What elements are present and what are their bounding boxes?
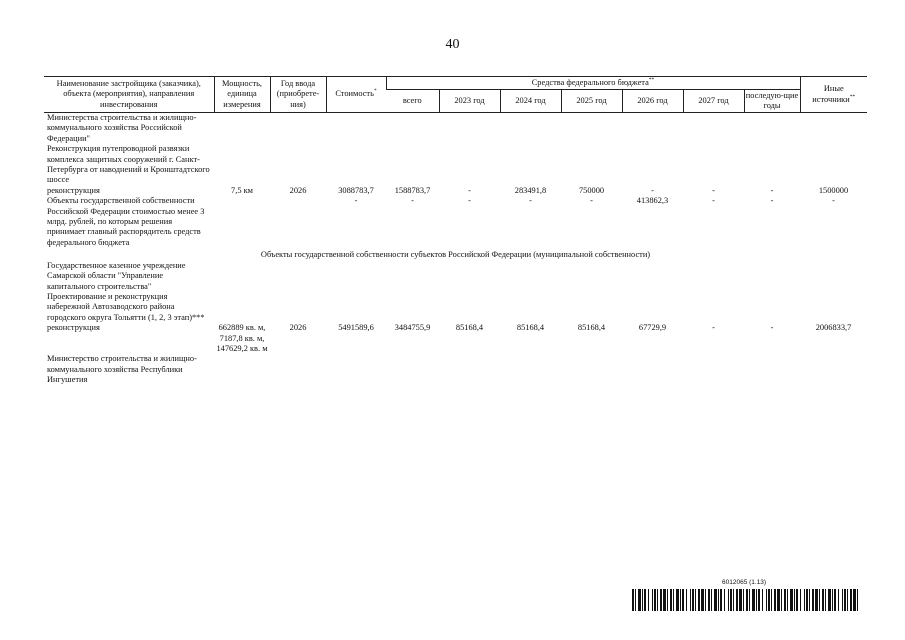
footnote-mark: * <box>373 88 377 95</box>
cell-2025: - <box>590 196 593 206</box>
cell-other: - <box>832 196 835 206</box>
header-2026: 2026 год <box>622 90 683 113</box>
cell-capacity: 7,5 км <box>231 185 253 195</box>
header-total: всего <box>386 90 439 113</box>
cell-capacity: 662889 кв. м, 7187,8 кв. м, 147629,2 кв. м <box>216 323 268 353</box>
cell-total: - <box>411 196 414 206</box>
header-federal-budget <box>386 77 800 90</box>
row-name: Государственное казенное учреждение Самарской области "Управление капитального строительства" <box>47 260 186 291</box>
header-name: Наименование застройщика (заказчика), объекта (мероприятия), направления инвестирования <box>44 77 214 113</box>
cell-year <box>270 196 326 248</box>
footnote-mark: ** <box>648 77 655 83</box>
barcode-icon <box>632 589 860 611</box>
section-row <box>44 248 867 260</box>
row-name: Министерство строительства и жилищно-коммунального хозяйства Республики Ингушетия <box>47 354 197 385</box>
cell-2026: 67729,9 <box>638 323 667 333</box>
header-later-years: последую-щие годы <box>744 90 800 113</box>
row-name: Проектирование и реконструкция набережной Автозаводского района городского округа Тольятти (1, 2, 3 этап)*** <box>47 291 205 322</box>
header-capacity: Мощность, единица измерения <box>214 77 270 113</box>
header-year: Год ввода (приобрете-ния) <box>270 77 326 113</box>
cell-cost: 5491589,6 <box>338 323 374 333</box>
cell-2027: - <box>712 196 715 206</box>
cell-2026: 413862,3 <box>636 196 669 206</box>
cell-other: 2006833,7 <box>815 323 852 333</box>
cell-year: 2026 <box>289 185 307 195</box>
table-row <box>44 323 867 354</box>
cell-cost: 3088783,7 <box>338 185 374 195</box>
header-2024: 2024 год <box>500 90 561 113</box>
cell-2024: - <box>529 196 532 206</box>
cell-2027: - <box>712 185 715 195</box>
section-title: Объекты государственной собственности субъектов Российской Федерации (муниципальной собственности) <box>260 250 651 260</box>
table-row <box>44 261 867 292</box>
header-cost <box>326 77 386 113</box>
cell-year: 2026 <box>289 323 307 333</box>
row-name: Реконструкция путепроводной развязки комплекса защитных сооружений г. Санкт-Петербурга от наводнений и Кронштадтского шоссе <box>47 144 210 185</box>
header-other-label: Иные источники <box>812 84 850 104</box>
row-name: реконструкция <box>47 323 100 333</box>
row-name: Объекты государственной собственности Российской Федерации стоимостью менее 3 млрд. рублей, по которым решения принимает главный распорядитель средств федерального бюджета <box>47 196 205 247</box>
table-row <box>44 144 867 186</box>
cell-2024: 283491,8 <box>514 185 547 195</box>
cell-2025: 750000 <box>578 185 605 195</box>
cell-later: - <box>770 323 774 333</box>
header-2025: 2025 год <box>561 90 622 113</box>
header-2023: 2023 год <box>439 90 500 113</box>
cell-2023: - <box>468 185 471 195</box>
header-federal-label: Средства федерального бюджета <box>531 77 649 87</box>
barcode-number: 6012065 (1.13) <box>722 579 767 586</box>
table-row <box>44 292 867 323</box>
cell-cost: - <box>354 196 358 206</box>
cell-2025: 85168,4 <box>577 323 606 333</box>
budget-table <box>44 76 867 386</box>
cell-2027: - <box>712 323 715 333</box>
footnote-mark: ** <box>849 93 856 100</box>
row-name: реконструкция <box>47 185 100 195</box>
header-cost-label: Стоимость <box>335 89 374 99</box>
cell-2023: 85168,4 <box>455 323 484 333</box>
header-row <box>44 77 867 90</box>
table-row <box>44 186 867 196</box>
cell-2026: - <box>651 185 654 195</box>
cell-later: - <box>770 196 774 206</box>
page-number: 40 <box>445 37 460 52</box>
cell-total: 3484755,9 <box>394 323 431 333</box>
table-row <box>44 196 867 248</box>
cell-2023: - <box>468 196 471 206</box>
cell-capacity <box>214 196 270 248</box>
cell-other: 1500000 <box>818 185 849 195</box>
header-2027: 2027 год <box>683 90 744 113</box>
cell-total: 1588783,7 <box>394 185 431 195</box>
table-row <box>44 354 867 385</box>
cell-later: - <box>770 185 774 195</box>
table-row <box>44 113 867 145</box>
cell-2024: 85168,4 <box>516 323 545 333</box>
row-name: Министерства строительства и жилищно-коммунального хозяйства Российской Федерации" <box>47 113 197 143</box>
header-other-sources <box>800 77 867 113</box>
